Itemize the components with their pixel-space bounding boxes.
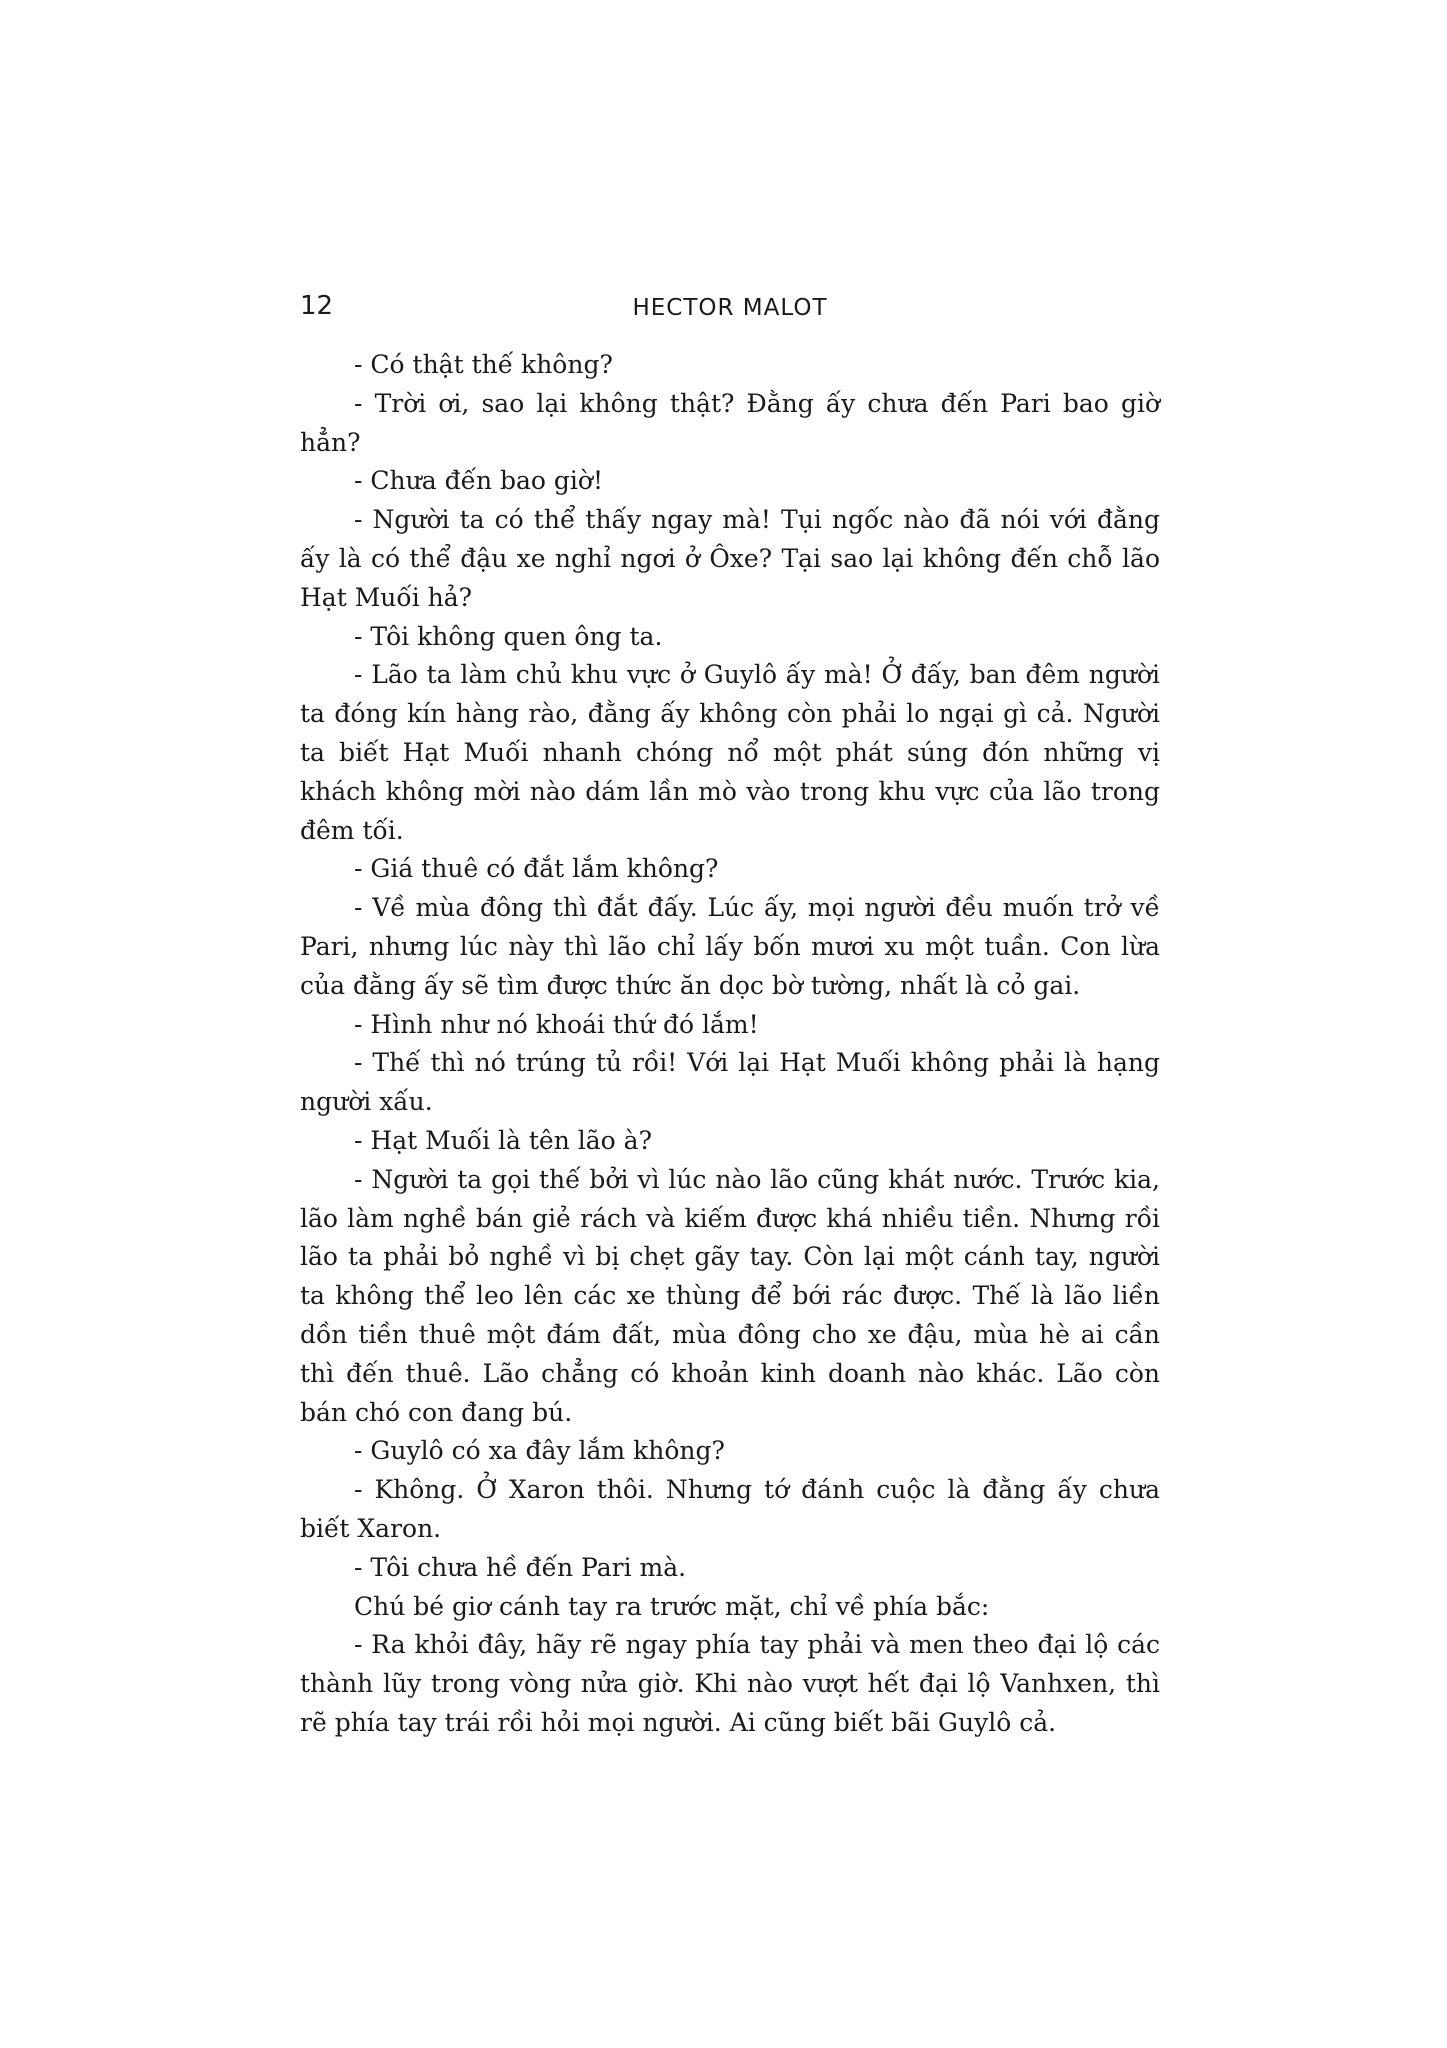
- paragraph: - Giá thuê có đắt lắm không?: [354, 854, 719, 884]
- paragraph: - Hình như nó khoái thứ đó lắm!: [354, 1009, 759, 1039]
- paragraph: - Có thật thế không?: [354, 350, 613, 379]
- paragraph: - Tôi chưa hề đến Pari mà.: [354, 1552, 687, 1582]
- paragraph: - Người ta có thể thấy ngay mà! Tụi ngốc nào đã nói với đằng ấy là có thể đậu xe nghỉ ngơi ở Ôxe? Tại sao lại không đến chỗ lão Hạt Muối hả?: [300, 505, 1160, 612]
- body-text: [300, 346, 1160, 1743]
- paragraph: - Ra khỏi đây, hãy rẽ ngay phía tay phải và men theo đại lộ các thành lũy trong vòng nửa giờ. Khi nào vượt hết đại lộ Vanhxen, thì rẽ phía tay trái rồi hỏi mọi người. Ai cũng biết bãi Guylô cả.: [300, 1630, 1160, 1737]
- running-title: HECTOR MALOT: [632, 295, 828, 321]
- paragraph: Chú bé giơ cánh tay ra trước mặt, chỉ về phía bắc:: [354, 1591, 990, 1621]
- paragraph: - Guylô có xa đây lắm không?: [354, 1436, 725, 1466]
- paragraph: - Chưa đến bao giờ!: [354, 466, 604, 496]
- paragraph: - Không. Ở Xaron thôi. Nhưng tớ đánh cuộc là đằng ấy chưa biết Xaron.: [300, 1475, 1160, 1543]
- paragraph: - Hạt Muối là tên lão à?: [354, 1125, 652, 1155]
- page-number: 12: [300, 291, 334, 321]
- paragraph: - Về mùa đông thì đắt đấy. Lúc ấy, mọi người đều muốn trở về Pari, nhưng lúc này thì lão chỉ lấy bốn mươi xu một tuần. Con lừa của đằng ấy sẽ tìm được thức ăn dọc bờ tường, nhất là cỏ gai.: [300, 893, 1160, 1000]
- paragraph: - Lão ta làm chủ khu vực ở Guylô ấy mà! Ở đấy, ban đêm người ta đóng kín hàng rào, đằng ấy không còn phải lo ngại gì cả. Người ta biết Hạt Muối nhanh chóng nổ một phát súng đón những vị khách không mời nào dám lần mò vào trong khu vực của lão trong đêm tối.: [300, 660, 1160, 845]
- paragraph: - Tôi không quen ông ta.: [354, 621, 663, 651]
- paragraph: - Trời ơi, sao lại không thật? Đằng ấy chưa đến Pari bao giờ hẳn?: [300, 388, 1160, 457]
- paragraph: - Thế thì nó trúng tủ rồi! Với lại Hạt Muối không phải là hạng người xấu.: [300, 1048, 1160, 1117]
- running-header: [300, 288, 1160, 328]
- paragraph: - Người ta gọi thế bởi vì lúc nào lão cũng khát nước. Trước kia, lão làm nghề bán giẻ rách và kiếm được khá nhiều tiền. Nhưng rồi lão ta phải bỏ nghề vì bị chẹt gãy tay. Còn lại một cánh tay, người ta không thể leo lên các xe thùng để bới rác được. Thế là lão liền dồn tiền thuê một đám đất, mùa đông cho xe đậu, mùa hè ai cần thì đến thuê. Lão chẳng có khoản kinh doanh nào khác. Lão còn bán chó con đang bú.: [300, 1164, 1160, 1427]
